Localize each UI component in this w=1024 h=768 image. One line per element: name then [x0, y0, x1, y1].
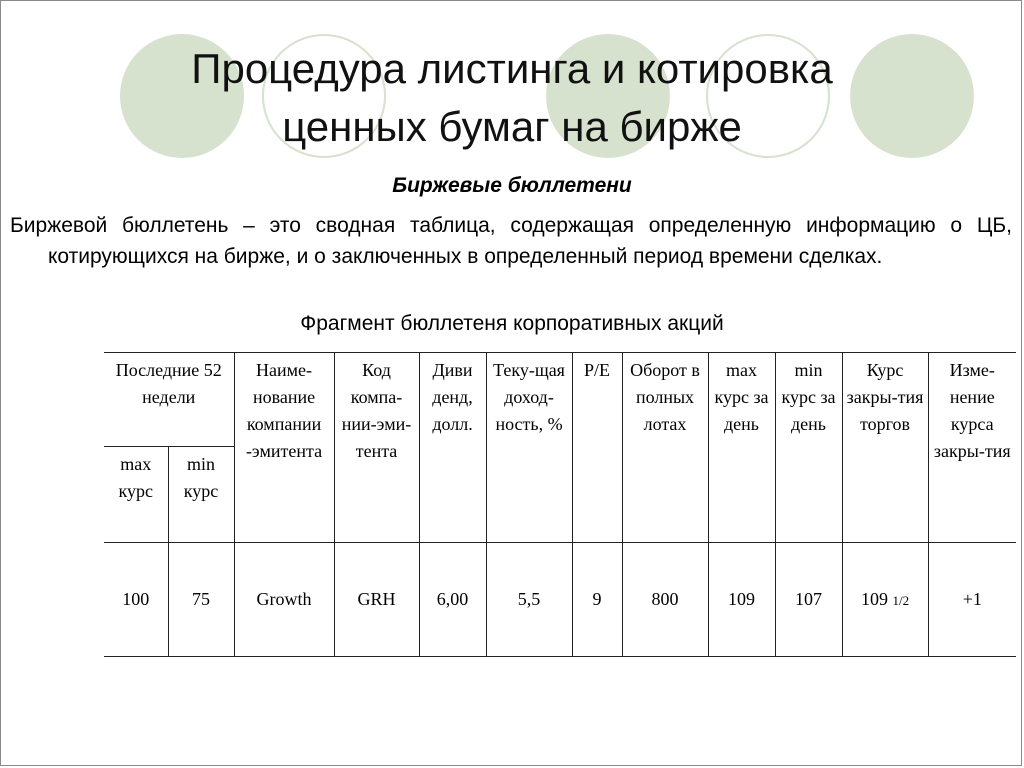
cell-close-whole: 109: [860, 588, 888, 609]
cell-company: Growth: [234, 543, 334, 657]
cell-min: 75: [168, 543, 234, 657]
cell-max: 100: [104, 543, 168, 657]
header-last-52-weeks: Последние 52 недели: [104, 353, 234, 447]
header-max-price: max курс: [104, 447, 168, 543]
cell-close: [842, 543, 928, 657]
header-day-max: max курс за день: [708, 353, 775, 543]
definition-paragraph: Биржевой бюллетень – это сводная таблица, содержащая определенную информацию о ЦБ, котирующихся на бирже, и о заключенных в определенный период времени сделках.: [10, 214, 1012, 268]
header-turnover: Оборот в полных лотах: [622, 353, 708, 543]
header-dividend: Диви денд, долл.: [419, 353, 486, 543]
header-company-code: Код компа-нии-эми-тента: [334, 353, 419, 543]
cell-turnover: 800: [622, 543, 708, 657]
cell-day-max: 109: [708, 543, 775, 657]
header-company-name: Наиме-нование компании -эмитента: [234, 353, 334, 543]
header-day-min: min курс за день: [775, 353, 842, 543]
table-row: [104, 543, 1016, 657]
cell-dividend: 6,00: [419, 543, 486, 657]
section-subtitle: Биржевые бюллетени: [392, 174, 632, 197]
cell-change: +1: [928, 543, 1016, 657]
cell-code: GRH: [334, 543, 419, 657]
cell-close-fraction: 1/2: [892, 592, 910, 608]
cell-pe: 9: [572, 543, 622, 657]
slide-title-line1: Процедура листинга и котировка: [191, 45, 833, 92]
table-caption: Фрагмент бюллетеня корпоративных акций: [300, 312, 724, 335]
cell-day-min: 107: [775, 543, 842, 657]
bulletin-table: [104, 352, 1016, 657]
header-close-change: Изме-нение курса закры-тия: [928, 353, 1016, 543]
header-current-yield: Теку-щая доход-ность, %: [486, 353, 572, 543]
header-close-price: Курс закры-тия торгов: [842, 353, 928, 543]
slide-title-line2: ценных бумаг на бирже: [282, 103, 742, 150]
cell-yield: 5,5: [486, 543, 572, 657]
slide-title: [0, 40, 1024, 156]
header-min-price: min курс: [168, 447, 234, 543]
header-pe: P/E: [572, 353, 622, 543]
